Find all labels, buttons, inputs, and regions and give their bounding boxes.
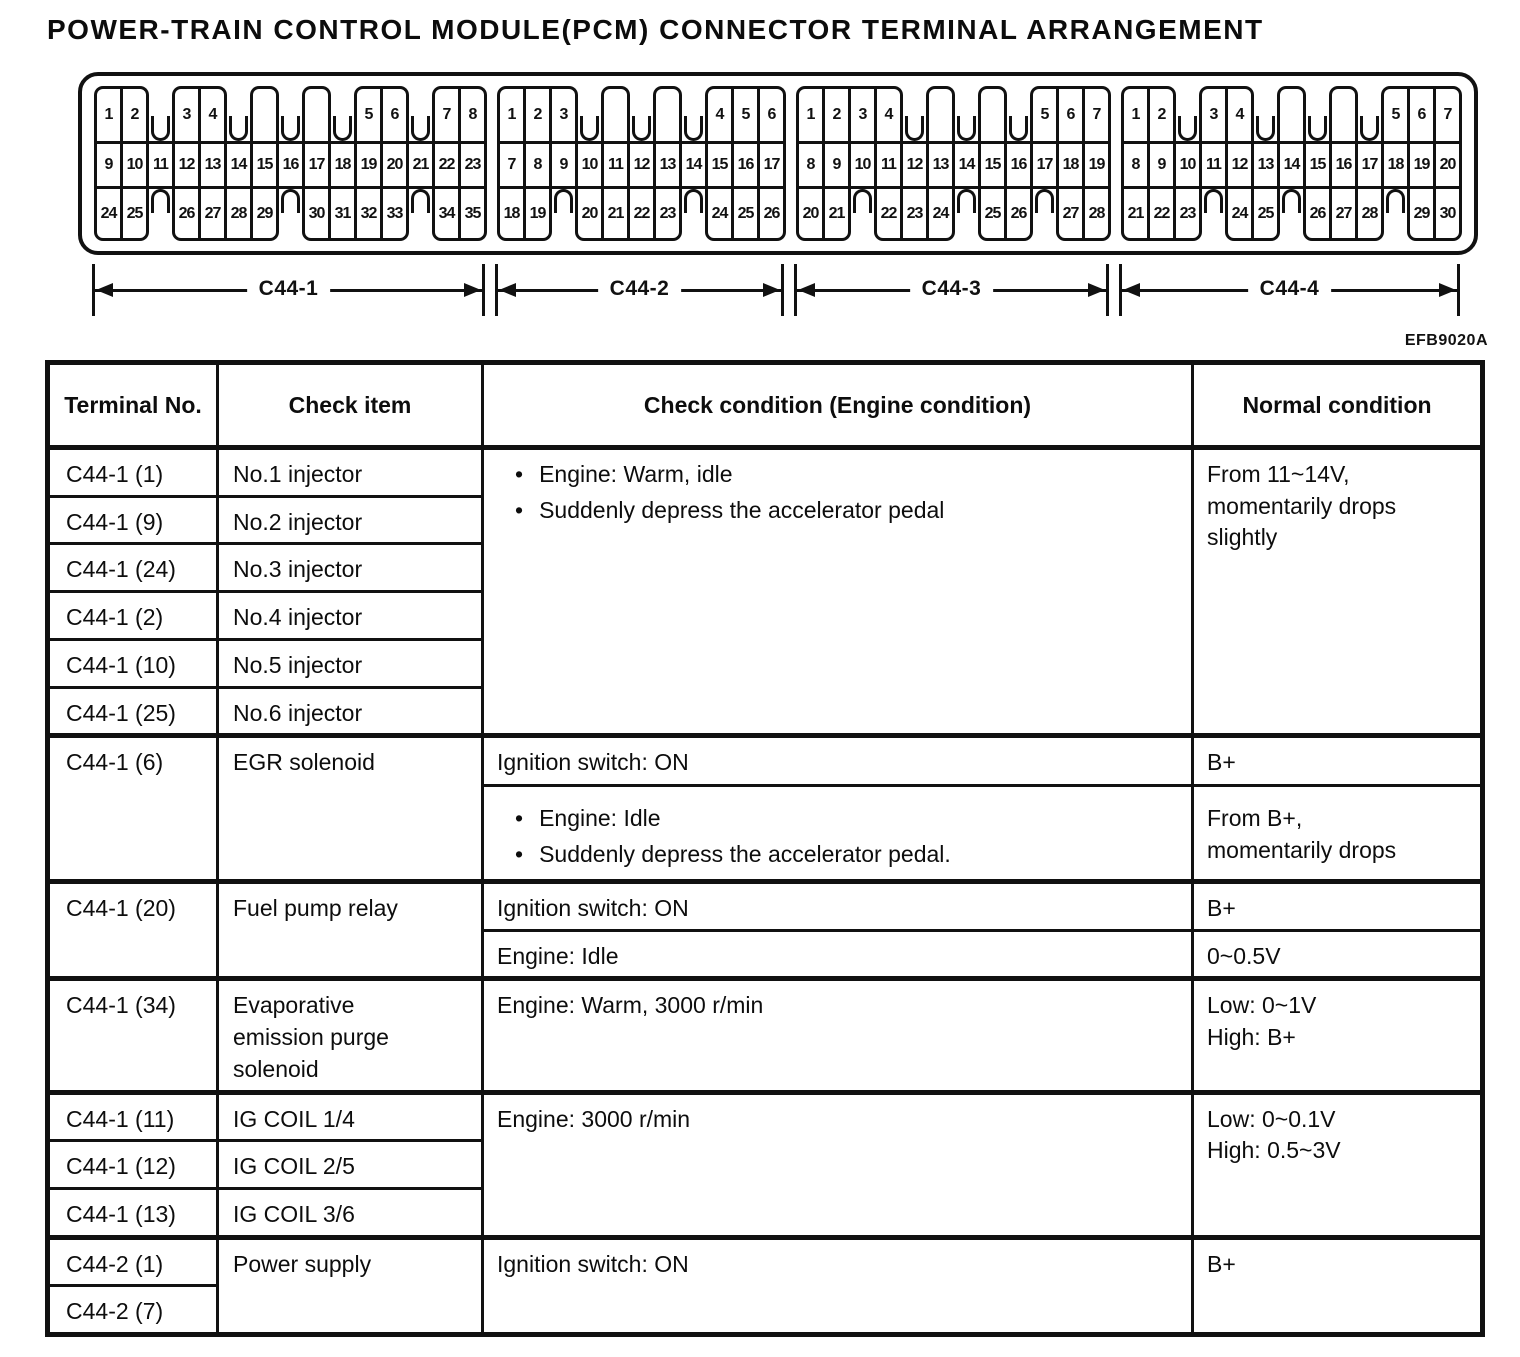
notch [1303,86,1332,141]
pin-cell: 26 [172,189,201,241]
pin-cell: 7 [432,86,461,141]
pin-cell: 14 [952,141,981,189]
pin-cell: 26 [1303,189,1332,241]
pin-cell: 9 [549,141,578,189]
notch-arch-icon [411,189,431,213]
notch-u-icon [1256,116,1276,141]
condition-bullet: • Suddenly depress the accelerator pedal [497,495,1181,527]
pin-cell: 20 [380,141,409,189]
pin-cell: 22 [627,189,656,241]
blank-tab [653,86,682,141]
check-condition-cell: Engine: Warm, 3000 r/min [483,979,1193,1092]
check-item-cell: IG COIL 1/4 [218,1092,483,1141]
pin-cell: 24 [705,189,734,241]
pin-cell: 13 [653,141,682,189]
arrow-left-icon [1123,283,1140,297]
notch [276,86,305,141]
notch-u-icon [1308,116,1328,141]
pin-cell: 5 [1030,86,1059,141]
pin-cell: 23 [653,189,682,241]
notch [952,86,981,141]
pin-row [497,189,786,241]
arrow-right-icon [464,283,481,297]
terminal-cell: C44-1 (2) [48,592,218,640]
page-title: POWER-TRAIN CONTROL MODULE(PCM) CONNECTOR TERMINAL ARRANGEMENT [47,14,1264,45]
normal-condition-cell [1193,448,1483,736]
pin-cell: 8 [523,141,552,189]
arrow-right-icon [763,283,780,297]
pin-cell: 17 [302,141,331,189]
notch-arch-icon [853,189,873,213]
terminal-cell: C44-1 (13) [48,1189,218,1238]
notch [224,86,253,141]
normal-line: From B+, [1207,805,1303,832]
notch [1030,189,1059,241]
connector-label: C44-3 [910,277,994,301]
dimension-c44-2 [495,264,784,316]
normal-condition-cell [1193,1092,1483,1237]
check-item-cell: No.4 injector [218,592,483,640]
dimension-end-bar [482,264,485,316]
pin-cell: 3 [1199,86,1228,141]
notch-arch-icon [1035,189,1055,213]
pin-cell: 26 [1004,189,1033,241]
pin-cell: 7 [1433,86,1462,141]
pin-cell: 16 [1004,141,1033,189]
notch-arch-icon [684,189,704,213]
pin-cell: 5 [731,86,760,141]
pin-cell: 30 [302,189,331,241]
notch [1004,86,1033,141]
pin-cell: 32 [354,189,383,241]
pin-cell: 21 [1121,189,1150,241]
pin-row [94,189,487,241]
table-row [48,448,1483,497]
pin-row [1121,141,1462,189]
pin-cell: 13 [926,141,955,189]
pin-cell: 25 [1251,189,1280,241]
pin-row [796,86,1111,141]
pin-cell: 10 [1173,141,1202,189]
pin-cell: 30 [1433,189,1462,241]
pin-cell: 19 [1082,141,1111,189]
pin-cell: 8 [1121,141,1150,189]
notch [328,86,357,141]
notch-u-icon [632,116,652,141]
pin-cell: 5 [354,86,383,141]
pin-cell: 18 [1381,141,1410,189]
table-row [48,1092,1483,1141]
pin-cell: 17 [1355,141,1384,189]
terminal-cell: C44-1 (25) [48,687,218,736]
pin-cell: 2 [822,86,851,141]
pin-cell: 3 [549,86,578,141]
notch-arch-icon [281,189,301,213]
pin-cell: 15 [250,141,279,189]
check-item-cell: No.6 injector [218,687,483,736]
check-condition-cell: Engine: Idle [483,930,1193,979]
notch-u-icon [957,116,977,141]
pin-cell: 7 [497,141,526,189]
notch-u-icon [333,116,353,141]
blank-tab [250,86,279,141]
pin-row [1121,189,1462,241]
pin-cell: 14 [679,141,708,189]
pin-cell: 13 [198,141,227,189]
arrow-left-icon [798,283,815,297]
terminal-cell: C44-1 (1) [48,448,218,497]
dimension-end-bar [781,264,784,316]
notch-u-icon [1360,116,1380,141]
normal-line: High: 0.5~3V [1207,1137,1341,1164]
terminal-cell: C44-1 (24) [48,544,218,592]
pin-row [497,141,786,189]
connector-c44-2 [497,86,786,241]
table-row [48,736,1483,786]
pin-cell: 14 [224,141,253,189]
pin-cell: 21 [822,189,851,241]
pin-cell: 28 [1082,189,1111,241]
pin-cell: 4 [705,86,734,141]
notch [1381,189,1410,241]
pin-row [94,141,487,189]
arrow-right-icon [1088,283,1105,297]
blank-tab [302,86,331,141]
dimension-end-bar [1106,264,1109,316]
normal-line: Low: 0~1V [1207,992,1317,1019]
pin-cell: 27 [1056,189,1085,241]
pin-row [796,141,1111,189]
notch-u-icon [151,116,171,141]
pin-cell: 9 [822,141,851,189]
notch-arch-icon [1204,189,1224,213]
pin-cell: 22 [432,141,461,189]
pin-cell: 12 [172,141,201,189]
terminal-cell: C44-1 (6) [48,736,218,881]
terminal-cell: C44-1 (11) [48,1092,218,1141]
table-row [48,1237,1483,1286]
blank-tab [926,86,955,141]
pcm-connector-diagram [78,72,1478,255]
dimension-c44-3 [794,264,1109,316]
notch-arch-icon [151,189,171,213]
pin-cell: 9 [94,141,123,189]
normal-line: momentarily drops [1207,837,1397,864]
pin-cell: 24 [926,189,955,241]
notch [146,86,175,141]
check-item-cell: EGR solenoid [218,736,483,881]
pin-cell: 20 [796,189,825,241]
pin-cell: 15 [1303,141,1332,189]
check-item-cell: Power supply [218,1237,483,1334]
pin-row [1121,86,1462,141]
pin-cell: 2 [1147,86,1176,141]
terminal-cell: C44-1 (10) [48,639,218,687]
check-item-line: Evaporative [233,992,355,1019]
pin-cell: 10 [575,141,604,189]
notch-u-icon [905,116,925,141]
check-condition-cell: Engine: 3000 r/min [483,1092,1193,1237]
check-item-cell: IG COIL 2/5 [218,1141,483,1189]
header-check-item: Check item [218,363,483,448]
connector-label: C44-2 [598,277,682,301]
pin-cell: 27 [198,189,227,241]
pin-cell: 22 [1147,189,1176,241]
notch-u-icon [580,116,600,141]
notch [627,86,656,141]
pin-cell: 11 [146,141,175,189]
notch [1173,86,1202,141]
pin-cell: 6 [757,86,786,141]
blank-tab [978,86,1007,141]
pin-row [497,86,786,141]
terminal-cell: C44-1 (12) [48,1141,218,1189]
pin-cell: 3 [848,86,877,141]
figure-code: EFB9020A [1404,332,1488,349]
pin-cell: 28 [224,189,253,241]
notch [679,86,708,141]
check-item-cell: Fuel pump relay [218,881,483,978]
pin-cell: 35 [458,189,487,241]
terminal-cell: C44-2 (1) [48,1237,218,1286]
pin-row [796,189,1111,241]
pin-cell: 17 [757,141,786,189]
pin-cell: 33 [380,189,409,241]
notch [952,189,981,241]
pin-cell: 6 [1407,86,1436,141]
pin-cell: 4 [874,86,903,141]
pin-cell: 18 [497,189,526,241]
blank-tab [601,86,630,141]
pin-cell: 10 [848,141,877,189]
pin-cell: 15 [978,141,1007,189]
check-item-cell: IG COIL 3/6 [218,1189,483,1238]
pin-cell: 16 [276,141,305,189]
notch-arch-icon [1282,189,1302,213]
table-header-row [48,363,1483,448]
connector-label: C44-4 [1248,277,1332,301]
notch [1355,86,1384,141]
pin-cell: 21 [406,141,435,189]
notch [848,189,877,241]
table-row [48,881,1483,930]
check-item-cell: No.5 injector [218,639,483,687]
check-condition-cell: Ignition switch: ON [483,1237,1193,1334]
check-item-cell: No.3 injector [218,544,483,592]
pin-cell: 20 [575,189,604,241]
pin-row [94,86,487,141]
blank-tab [1277,86,1306,141]
pin-cell: 4 [1225,86,1254,141]
pin-cell: 8 [458,86,487,141]
connector-c44-3 [796,86,1111,241]
notch-arch-icon [957,189,977,213]
pin-cell: 2 [120,86,149,141]
notch [406,86,435,141]
notch-u-icon [281,116,301,141]
notch-u-icon [1009,116,1029,141]
notch [1251,86,1280,141]
dimension-end-bar [1457,264,1460,316]
pin-cell: 26 [757,189,786,241]
normal-line: From 11~14V, [1207,461,1350,487]
pin-cell: 4 [198,86,227,141]
pin-cell: 9 [1147,141,1176,189]
terminal-check-table [45,360,1485,1337]
notch [276,189,305,241]
notch [146,189,175,241]
header-terminal-no: Terminal No. [48,363,218,448]
check-condition-cell: Ignition switch: ON [483,881,1193,930]
pin-cell: 13 [1251,141,1280,189]
terminal-cell: C44-1 (20) [48,881,218,978]
arrow-left-icon [499,283,516,297]
check-item-cell: No.2 injector [218,496,483,544]
check-item-line: solenoid [233,1055,319,1082]
normal-condition-cell: B+ [1193,1237,1483,1334]
normal-line: High: B+ [1207,1024,1296,1051]
pin-cell: 1 [94,86,123,141]
pin-cell: 31 [328,189,357,241]
pin-cell: 34 [432,189,461,241]
notch-arch-icon [1386,189,1406,213]
blank-tab [1329,86,1358,141]
notch [549,189,578,241]
check-condition-cell [483,448,1193,736]
connector-label: C44-1 [247,277,331,301]
check-condition-cell [483,786,1193,881]
pin-cell: 18 [1056,141,1085,189]
notch-u-icon [1178,116,1198,141]
normal-condition-cell: B+ [1193,736,1483,786]
pin-cell: 12 [900,141,929,189]
notch-arch-icon [554,189,574,213]
pin-cell: 3 [172,86,201,141]
pin-cell: 10 [120,141,149,189]
pin-cell: 19 [523,189,552,241]
check-item-cell: No.1 injector [218,448,483,497]
pin-cell: 1 [497,86,526,141]
pin-cell: 12 [627,141,656,189]
pin-cell: 8 [796,141,825,189]
header-check-condition: Check condition (Engine condition) [483,363,1193,448]
pin-cell: 18 [328,141,357,189]
pin-cell: 24 [94,189,123,241]
pin-cell: 24 [1225,189,1254,241]
pin-cell: 19 [1407,141,1436,189]
pin-cell: 25 [731,189,760,241]
connector-c44-4 [1121,86,1462,241]
connector-c44-1 [94,86,487,241]
terminal-cell: C44-1 (9) [48,496,218,544]
pin-cell: 15 [705,141,734,189]
pin-cell: 2 [523,86,552,141]
notch-u-icon [229,116,249,141]
pin-cell: 16 [1329,141,1358,189]
normal-line: momentarily drops [1207,492,1397,519]
pin-cell: 1 [1121,86,1150,141]
pin-cell: 11 [601,141,630,189]
pin-cell: 1 [796,86,825,141]
terminal-cell: C44-2 (7) [48,1286,218,1335]
pin-cell: 20 [1433,141,1462,189]
notch [900,86,929,141]
pin-cell: 22 [874,189,903,241]
pin-cell: 16 [731,141,760,189]
normal-condition-cell: 0~0.5V [1193,930,1483,979]
pin-cell: 23 [900,189,929,241]
pin-cell: 21 [601,189,630,241]
table-row [48,979,1483,1092]
pin-cell: 12 [1225,141,1254,189]
arrow-left-icon [96,283,113,297]
normal-condition-cell [1193,786,1483,881]
pin-cell: 28 [1355,189,1384,241]
check-item-cell [218,979,483,1092]
dimension-c44-1 [92,264,485,316]
condition-bullet: • Engine: Idle [497,803,1181,835]
pin-cell: 17 [1030,141,1059,189]
check-condition-cell: Ignition switch: ON [483,736,1193,786]
check-item-line: emission purge [233,1024,389,1051]
pin-cell: 14 [1277,141,1306,189]
pin-cell: 5 [1381,86,1410,141]
notch-u-icon [684,116,704,141]
pin-cell: 29 [1407,189,1436,241]
normal-condition-cell [1193,979,1483,1092]
dimension-c44-4 [1119,264,1460,316]
notch [575,86,604,141]
pin-cell: 27 [1329,189,1358,241]
arrow-right-icon [1439,283,1456,297]
pin-cell: 6 [380,86,409,141]
pin-cell: 19 [354,141,383,189]
pin-cell: 11 [874,141,903,189]
condition-bullet: • Suddenly depress the accelerator pedal. [497,839,1181,871]
pin-cell: 7 [1082,86,1111,141]
notch [1277,189,1306,241]
notch [679,189,708,241]
terminal-cell: C44-1 (34) [48,979,218,1092]
pin-cell: 23 [1173,189,1202,241]
header-normal-condition: Normal condition [1193,363,1483,448]
notch-u-icon [411,116,431,141]
connector-span-labels [92,264,1490,316]
normal-line: slightly [1207,524,1278,551]
pin-cell: 23 [458,141,487,189]
pin-cell: 25 [120,189,149,241]
pin-cell: 6 [1056,86,1085,141]
notch [1199,189,1228,241]
condition-bullet: • Engine: Warm, idle [497,459,1181,491]
notch [406,189,435,241]
pin-cell: 29 [250,189,279,241]
normal-condition-cell: B+ [1193,881,1483,930]
normal-line: Low: 0~0.1V [1207,1105,1336,1132]
pin-cell: 11 [1199,141,1228,189]
pin-cell: 25 [978,189,1007,241]
